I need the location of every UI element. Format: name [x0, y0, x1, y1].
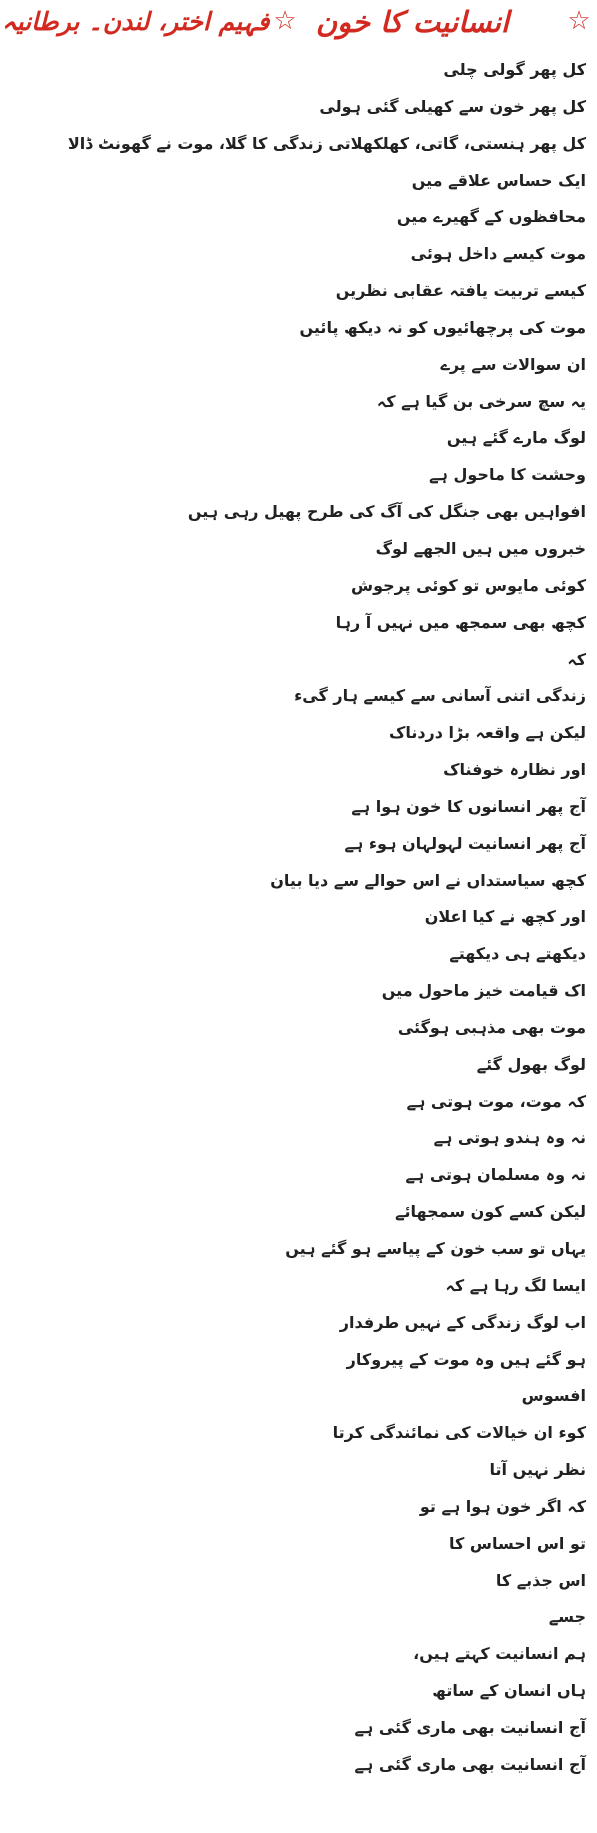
poem-line: افسوس — [521, 1386, 586, 1406]
poem-line: آج انسانیت بھی ماری گئی ہے — [354, 1754, 586, 1774]
poem-line: اب لوگ زندگی کے نہیں طرفدار — [339, 1312, 586, 1332]
star-icon-right: ☆ — [567, 6, 591, 36]
poem-author: فہیم اختر، لندن۔ برطانیہ — [2, 7, 270, 36]
poem-line: لوگ بھول گئے — [476, 1054, 586, 1074]
poem-line: کہ موت، موت ہوتی ہے — [406, 1091, 586, 1111]
poem-line: دیکھتے ہی دیکھتے — [449, 944, 586, 964]
poem-line: کہ — [567, 649, 586, 669]
poem-line: موت کی پرچھائیوں کو نہ دیکھ پائیں — [299, 317, 586, 337]
poem-line: ایک حساس علاقے میں — [411, 170, 586, 190]
poem-line: کہ اگر خون ہوا ہے تو — [419, 1496, 586, 1516]
poem-line: اک قیامت خیز ماحول میں — [381, 981, 586, 1001]
poem-line: لیکن کسے کون سمجھائے — [395, 1202, 586, 1222]
poem-title: انسانیت کا خون — [315, 5, 509, 39]
poem-line: تو اس احساس کا — [448, 1533, 586, 1553]
poem-line: افواہیں بھی جنگل کی آگ کی طرح پھیل رہی ہیں — [187, 502, 586, 522]
poem-line: کوئی مایوس تو کوئی پرجوش — [350, 575, 586, 595]
poem-line: کچھ سیاستداں نے اس حوالے سے دیا بیان — [270, 870, 586, 890]
poem-line: کوء ان خیالات کی نمائندگی کرتا — [332, 1423, 586, 1443]
poem-line: ہو گئے ہیں وہ موت کے پیروکار — [346, 1349, 586, 1369]
poem-line: خبروں میں ہیں الجھے لوگ — [375, 538, 586, 558]
poem-line: ہم انسانیت کہتے ہیں، — [413, 1644, 586, 1664]
poem-line: لیکن ہے واقعہ بڑا دردناک — [388, 723, 586, 743]
poem-line: نہ وہ مسلمان ہوتی ہے — [405, 1165, 586, 1185]
poem-line: کل پھر ہنستی، گاتی، کھلکھلاتی زندگی کا گلا، موت نے گھونٹ ڈالا — [67, 133, 586, 153]
poem-line: زندگی اتنی آسانی سے کیسے ہار گیء — [294, 686, 586, 706]
poem-line: موت کیسے داخل ہوئی — [410, 244, 586, 264]
poem-line: کچھ بھی سمجھ میں نہیں آ رہا — [335, 612, 586, 632]
poem-line: محافظوں کے گھیرے میں — [396, 207, 586, 227]
star-icon-left: ☆ — [273, 6, 297, 36]
poem-line: اور نظارہ خوفناک — [443, 760, 586, 780]
poem-line: آج پھر انسانوں کا خون ہوا ہے — [351, 796, 586, 816]
poem-line: لوگ مارے گئے ہیں — [446, 428, 586, 448]
poem-line: ان سوالات سے پرے — [440, 354, 586, 374]
poem-line: یہاں تو سب خون کے پیاسے ہو گئے ہیں — [285, 1239, 586, 1258]
poem-line: کل پھر گولی چلی — [443, 60, 586, 79]
header — [0, 0, 597, 44]
poem-line: آج پھر انسانیت لہولہان ہوء ہے — [344, 833, 586, 853]
poem-line: اور کچھ نے کیا اعلان — [424, 907, 586, 927]
poem-line: جسے — [548, 1607, 586, 1627]
poem-line: یہ سچ سرخی بن گیا ہے کہ — [376, 391, 586, 411]
poem-line: نہ وہ ہندو ہوتی ہے — [433, 1128, 586, 1148]
poem-line: کل پھر خون سے کھیلی گئی ہولی — [319, 96, 586, 116]
poem-line: وحشت کا ماحول ہے — [429, 465, 586, 485]
poem-line: ہاں انسان کے ساتھ — [432, 1681, 586, 1701]
poem-line: موت بھی مذہبی ہوگئی — [397, 1017, 586, 1037]
poem-line: نظر نہیں آتا — [489, 1460, 586, 1480]
poem-line: کیسے تربیت یافتہ عقابی نظریں — [335, 281, 586, 301]
poem-line: ایسا لگ رہا ہے کہ — [445, 1275, 586, 1295]
poem-body — [0, 52, 597, 1784]
poem-line: اس جذبے کا — [495, 1570, 586, 1590]
poem-line: آج انسانیت بھی ماری گئی ہے — [354, 1717, 586, 1737]
